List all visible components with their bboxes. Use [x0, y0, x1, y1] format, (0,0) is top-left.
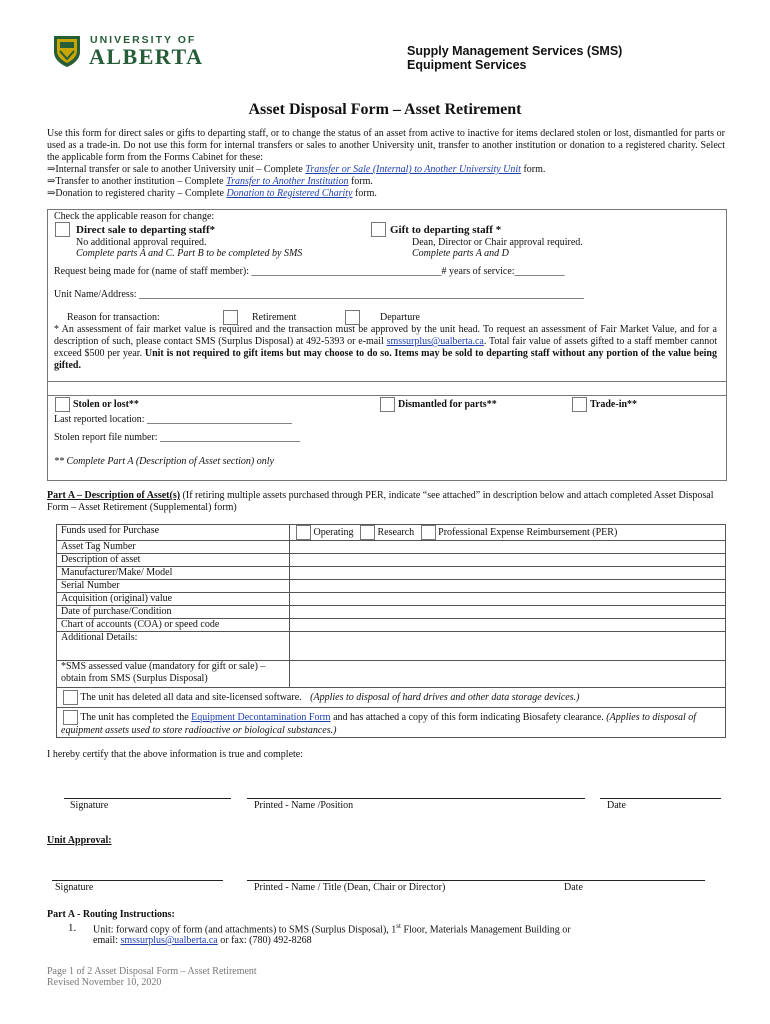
research-checkbox[interactable] [360, 525, 375, 540]
routing-line-2-end: or fax: (780) 492-8268 [217, 935, 312, 946]
department-name: Supply Management Services (SMS) [407, 44, 623, 58]
funds-options [290, 525, 726, 541]
per-label: Professional Expense Reimbursement (PER) [438, 526, 618, 538]
university-logo [52, 34, 224, 70]
decontamination-form-link[interactable]: Equipment Decontamination Form [191, 711, 331, 723]
footer-revised: Revised November 10, 2020 [47, 977, 162, 988]
printed-name-label: Printed - Name /Position [254, 800, 354, 811]
transaction-label: Reason for transaction: [67, 312, 160, 323]
sms-value-label: *SMS assessed value (mandatory for gift or sale) – obtain from SMS (Surplus Disposal) [57, 661, 290, 688]
transfer-internal-link[interactable]: Transfer or Sale (Internal) to Another University Unit [305, 164, 521, 175]
direct-sale-label: Direct sale to departing staff* [76, 224, 216, 236]
decon-prefix: The unit has completed the [80, 711, 192, 723]
decontamination-checkbox[interactable] [63, 710, 78, 725]
sms-value-input[interactable] [290, 661, 726, 688]
date-line[interactable] [600, 798, 721, 799]
departure-checkbox[interactable] [345, 310, 360, 325]
intro-item-suffix: form. [520, 164, 546, 175]
logo-alberta-text: ALBERTA [89, 44, 204, 69]
operating-label: Operating [313, 526, 354, 538]
approval-printed-label: Printed - Name / Title (Dean, Chair or Director) [254, 882, 446, 893]
certify-statement: I hereby certify that the above information is true and complete: [47, 749, 304, 760]
footer-page-info: Page 1 of 2 Asset Disposal Form – Asset Retirement [47, 966, 257, 977]
sms-surplus-email-link[interactable]: smssurplus@ualberta.ca [386, 336, 484, 347]
mfr-label: Manufacturer/Make/ Model [57, 567, 290, 580]
gift-checkbox[interactable] [371, 222, 386, 237]
date-label: Date of purchase/Condition [57, 606, 290, 619]
intro-paragraph: Use this form for direct sales or gifts to departing staff, or to change the status of an asset from active to inactive for items declared stolen or lost, dismantled for parts or used as a trade-in. Do not use this form for internal transfers or sales to another University unit, transfer to another institution or donation to a registered charity. Select the applicable form from the Forms Cabinet for these: [47, 128, 725, 163]
desc-input[interactable] [290, 554, 726, 567]
coa-input[interactable] [290, 619, 726, 632]
dismantled-label: Dismantled for parts** [398, 399, 497, 410]
donation-charity-link[interactable]: Donation to Registered Charity [226, 188, 353, 199]
decon-suffix: and has attached a copy of this form indicating Biosafety clearance. [330, 711, 607, 723]
direct-sale-approval: No additional approval required. [76, 237, 207, 248]
request-staff-field[interactable]: Request being made for (name of staff member): ______________________________________# years of service:__________ [54, 266, 565, 277]
stolen-label: Stolen or lost** [73, 399, 139, 410]
approval-date-label: Date [564, 882, 583, 893]
mfr-input[interactable] [290, 567, 726, 580]
stolen-report-field[interactable]: Stolen report file number: ____________________________ [54, 432, 301, 443]
intro-item-internal [47, 164, 545, 176]
fair-market-note [54, 324, 717, 372]
part-a-heading [47, 490, 725, 514]
per-checkbox[interactable] [421, 525, 436, 540]
approval-printed-line[interactable] [247, 880, 705, 881]
page-title: Asset Disposal Form – Asset Retirement [248, 101, 522, 118]
routing-heading: Part A - Routing Instructions: [47, 909, 175, 920]
dismantled-checkbox[interactable] [380, 397, 395, 412]
operating-checkbox[interactable] [296, 525, 311, 540]
data-deleted-row [57, 688, 726, 708]
date-input[interactable] [290, 606, 726, 619]
data-deleted-checkbox[interactable] [63, 690, 78, 705]
stolen-checkbox[interactable] [55, 397, 70, 412]
routing-line-1-end: Floor, Materials Management Building or [400, 924, 571, 936]
routing-superscript: st [396, 922, 401, 930]
department-unit: Equipment Services [407, 58, 527, 72]
data-deleted-text: The unit has deleted all data and site-licensed software. [80, 691, 302, 703]
transfer-institution-link[interactable]: Transfer to Another Institution [226, 176, 349, 187]
funds-label: Funds used for Purchase [57, 525, 290, 541]
intro-item-text: ⇒Internal transfer or sale to another University unit – Complete [47, 164, 306, 175]
tag-input[interactable] [290, 541, 726, 554]
logo-university-text: UNIVERSITY OF [90, 34, 197, 46]
routing-line-1-text: Unit: forward copy of form (and attachments) to SMS (Surplus Disposal), 1 [93, 924, 397, 936]
direct-sale-parts: Complete parts A and C. Part B to be completed by SMS [76, 248, 303, 259]
decontamination-row [57, 708, 726, 738]
reason-divider-2 [47, 395, 726, 396]
reason-heading: Check the applicable reason for change: [54, 211, 215, 222]
gift-label: Gift to departing staff * [390, 224, 502, 236]
desc-label: Description of asset [57, 554, 290, 567]
tradein-checkbox[interactable] [572, 397, 587, 412]
acq-input[interactable] [290, 593, 726, 606]
note-text-2: . Total fair value of assets gifted to a staff member cannot exceed $500 per year. [54, 336, 718, 359]
decon-note: (Applies to disposal of equipment assets used to store radioactive or biological substances.) [61, 711, 697, 736]
tag-label: Asset Tag Number [57, 541, 290, 554]
intro-item-institution [47, 176, 373, 188]
unit-address-field[interactable]: Unit Name/Address: _________________________________________________________________________________________ [54, 289, 584, 300]
coa-label: Chart of accounts (COA) or speed code [57, 619, 290, 632]
gift-parts: Complete parts A and D [412, 248, 509, 259]
routing-number: 1. [68, 922, 77, 934]
routing-email-link[interactable]: smssurplus@ualberta.ca [120, 935, 218, 946]
approval-signature-label: Signature [55, 882, 94, 893]
additional-input[interactable] [290, 632, 726, 661]
asset-description-table [56, 524, 726, 738]
printed-name-line[interactable] [247, 798, 585, 799]
direct-sale-checkbox[interactable] [55, 222, 70, 237]
shield-icon [52, 34, 82, 68]
reason-divider [47, 381, 726, 382]
intro-item-suffix: form. [348, 176, 373, 187]
tradein-label: Trade-in** [590, 399, 638, 410]
serial-label: Serial Number [57, 580, 290, 593]
research-label: Research [377, 526, 415, 538]
status-note: ** Complete Part A (Description of Asset section) only [54, 456, 274, 467]
data-deleted-note: (Applies to disposal of hard drives and other data storage devices.) [310, 691, 580, 703]
intro-item-text: ⇒Donation to registered charity – Complete [47, 188, 227, 199]
signature-label: Signature [70, 800, 109, 811]
retirement-checkbox[interactable] [223, 310, 238, 325]
unit-approval-heading: Unit Approval: [47, 835, 112, 846]
note-bold-text: Unit is not required to gift items but may choose to do so. Items may be sold to departing staff without any portion of the value being gifted. [54, 348, 717, 371]
part-a-title: Part A – Description of Asset(s) [47, 490, 181, 501]
part-a-note: (If retiring multiple assets purchased through PER, indicate “see attached” in description below and attach completed Asset Disposal Form – Asset Retirement (Supplemental) form) [47, 490, 714, 513]
retirement-label: Retirement [252, 312, 297, 323]
signature-line[interactable] [64, 798, 231, 799]
date-label: Date [607, 800, 626, 811]
intro-item-donation [47, 188, 377, 200]
serial-input[interactable] [290, 580, 726, 593]
last-location-field[interactable]: Last reported location: _____________________________ [54, 414, 293, 425]
note-text: * An assessment of fair market value is required and the transaction must be approved by the unit head. To request an assessment of Fair Market Value, and for a description of such, please contact SMS (Surplus Disposal) at 492-5393 or e-mail [54, 324, 717, 347]
routing-line-2-text: email: [93, 935, 121, 946]
departure-label: Departure [380, 312, 420, 323]
intro-item-suffix: form. [352, 188, 377, 199]
gift-approval: Dean, Director or Chair approval required. [412, 237, 583, 248]
additional-label: Additional Details: [57, 632, 290, 661]
intro-item-text: ⇒Transfer to another institution – Complete [47, 176, 227, 187]
routing-line-2 [93, 935, 312, 946]
routing-line-1 [93, 922, 571, 935]
acq-label: Acquisition (original) value [57, 593, 290, 606]
approval-signature-line[interactable] [52, 880, 223, 881]
